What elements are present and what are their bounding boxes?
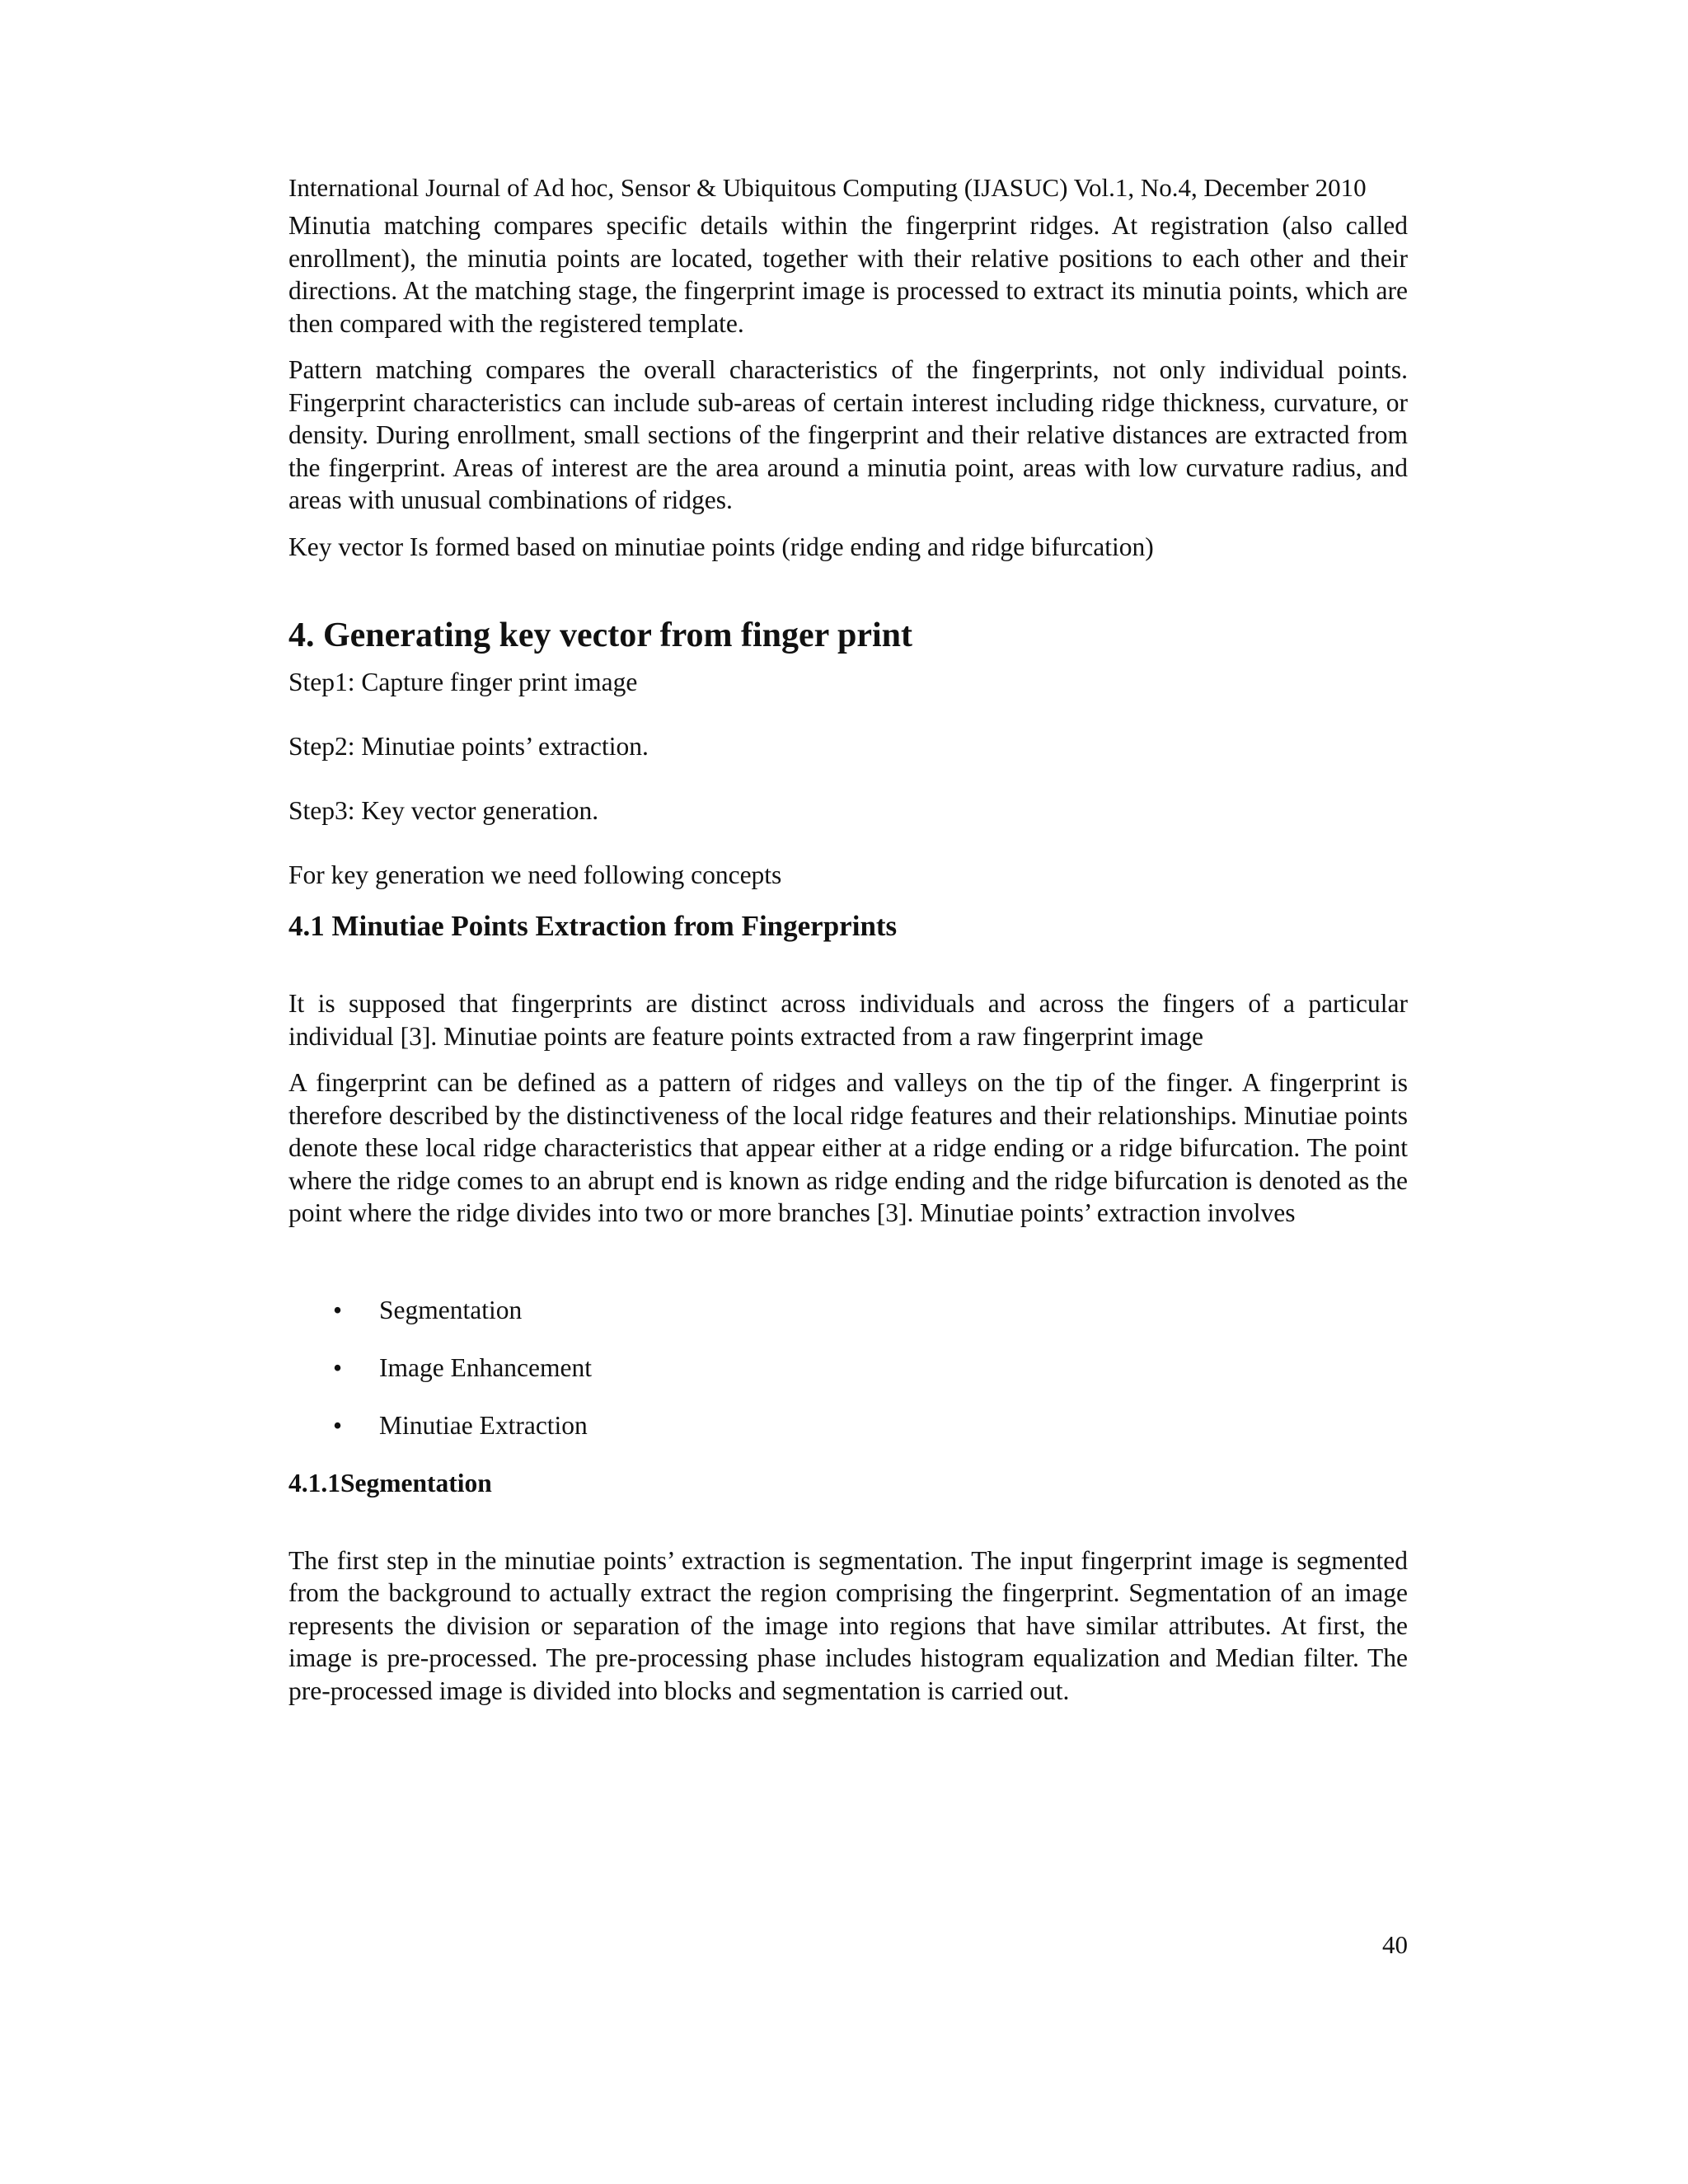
bullet-icon: • — [333, 1410, 343, 1440]
bullet-icon: • — [333, 1295, 343, 1324]
intro-paragraph-pattern-matching: Pattern matching compares the overall characteristics of the fingerprints, not only individual points. Fingerprint characteristics can include sub-areas of certain interest including ridge thickness, curvature, or density. During enrollment, small sections of the fingerprint and their relative distances are extracted from the fingerprint. Areas of interest are the area around a minutia point, areas with low curvature radius, and areas with unusual combinations of ridges. — [288, 355, 1408, 514]
section-4-1-heading: 4.1 Minutiae Points Extraction from Fingerprints — [288, 910, 898, 942]
intro-paragraph-key-vector: Key vector Is formed based on minutiae points (ridge ending and ridge bifurcation) — [288, 532, 1154, 561]
list-item-label: Minutiae Extraction — [379, 1410, 588, 1440]
step-2: Step2: Minutiae points’ extraction. — [288, 732, 649, 761]
extraction-steps-list — [288, 1294, 1408, 1442]
page-content — [288, 171, 1408, 1721]
list-item — [288, 1409, 1408, 1442]
step-1: Step1: Capture finger print image — [288, 668, 638, 696]
section-4-1-paragraph-2: A fingerprint can be defined as a pattern of ridges and valleys on the tip of the finger. A fingerprint is therefore described by the distinctiveness of the local ridge features and their relationships. Minutiae points denote these local ridge characteristics that appear either at a ridge ending or a ridge bifurcation. The point where the ridge comes to an abrupt end is known as ridge ending and the ridge bifurcation is denoted as the point where the ridge divides into two or more branches [3]. Minutiae points’ extraction involves — [288, 1068, 1408, 1227]
bullet-icon: • — [333, 1352, 343, 1382]
intro-paragraph-minutia-matching: Minutia matching compares specific details within the fingerprint ridges. At registration (also called enrollment), the minutia points are located, together with their relative positions to each other and their directions. At the matching stage, the fingerprint image is processed to extract its minutia points, which are then compared with the registered template. — [288, 211, 1408, 338]
list-item-label: Image Enhancement — [379, 1352, 592, 1382]
list-item-label: Segmentation — [379, 1295, 523, 1324]
list-item — [288, 1294, 1408, 1327]
section-4-heading: 4. Generating key vector from finger print — [288, 616, 913, 654]
list-item — [288, 1352, 1408, 1385]
section-4-1-1-paragraph: The first step in the minutiae points’ extraction is segmentation. The input fingerprint image is segmented from the background to actually extract the region comprising the fingerprint. Segmentation of an image represents the division or separation of the image into regions that have similar attributes. At first, the image is pre-processed. The pre-processing phase includes histogram equalization and Median filter. The pre-processed image is divided into blocks and segmentation is carried out. — [288, 1545, 1408, 1705]
page-number: 40 — [1382, 1930, 1408, 1959]
step-3: Step3: Key vector generation. — [288, 796, 599, 825]
running-header: International Journal of Ad hoc, Sensor & Ubiquitous Computing (IJASUC) Vol.1, No.4, December 2010 — [288, 173, 1367, 202]
section-4-1-paragraph-1: It is supposed that fingerprints are distinct across individuals and across the fingers of a particular individual [3]. Minutiae points are feature points extracted from a raw fingerprint image — [288, 989, 1408, 1051]
section-4-1-1-heading: 4.1.1Segmentation — [288, 1468, 492, 1497]
concepts-line: For key generation we need following concepts — [288, 860, 782, 889]
